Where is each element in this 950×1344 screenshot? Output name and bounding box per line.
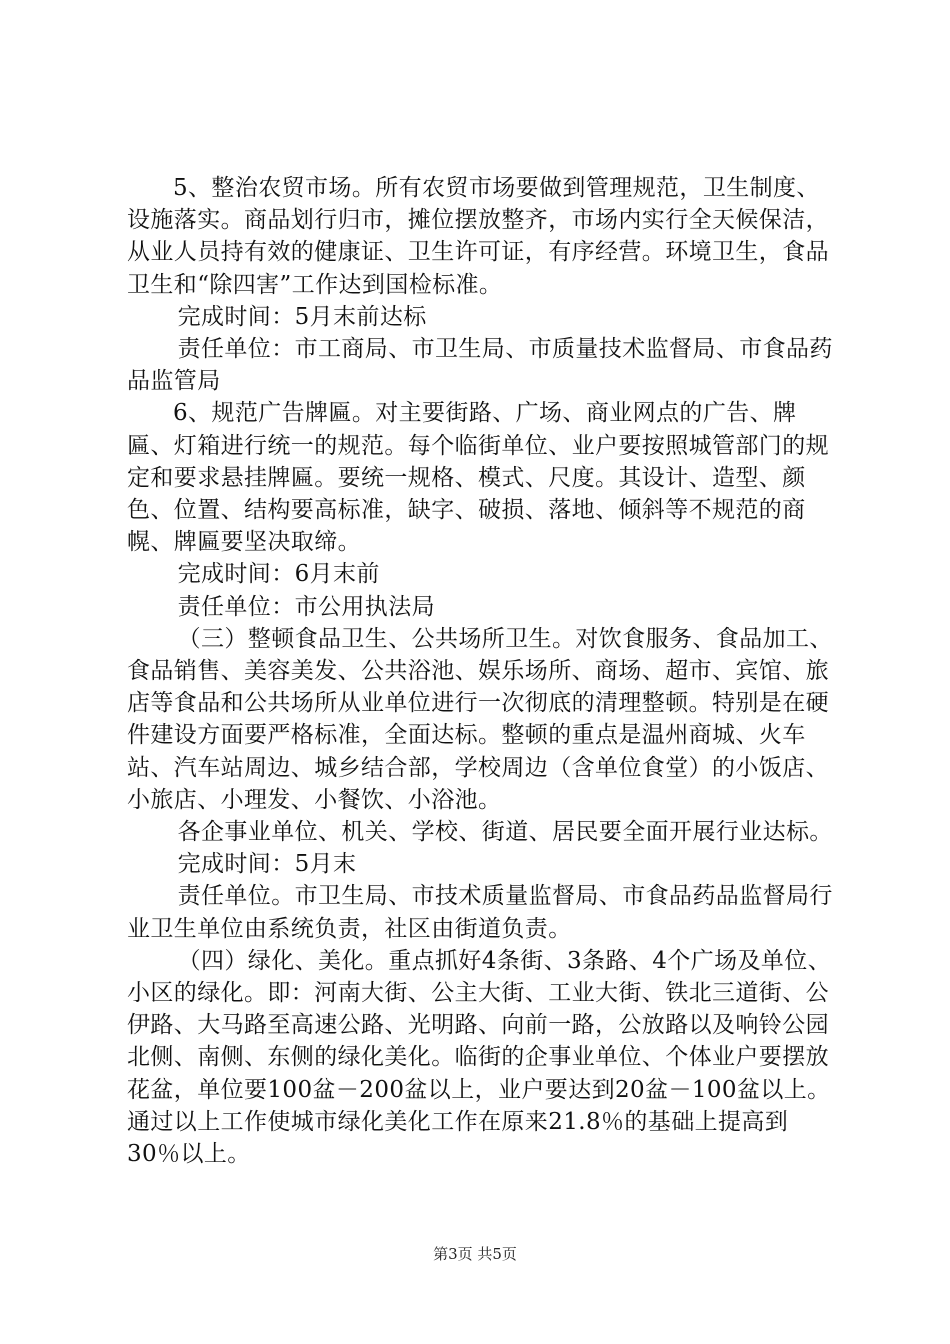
completion-time-5: 完成时间：5月末前达标 xyxy=(177,303,427,330)
section-four: （四）绿化、美化。重点抓好4条街、3条路、4个广场及单位、小区的绿化。即：河南大街、公主大街、工业大街、铁北三道街、公伊路、大马路至高速公路、光明路、向前一路，公放路以及响铃公园北侧、南侧、东侧的绿化美化。临街的企事业单位、个体业户要摆放花盆，单位要100盆－200盆以上，业户要达到20盆－100盆以上。通过以上工作使城市绿化美化工作在原来21.8％的基础上提高到30％以上。 xyxy=(127,947,832,1168)
document-body xyxy=(127,172,835,1170)
section-three: （三）整顿食品卫生、公共场所卫生。对饮食服务、食品加工、食品销售、美容美发、公共浴池、娱乐场所、商场、超市、宾馆、旅店等食品和公共场所从业单位进行一次彻底的清理整顿。特别是在硬件建设方面要严格标准，全面达标。整顿的重点是温州商城、火车站、汽车站周边、城乡结合部，学校周边（含单位食堂）的小饭店、小旅店、小理发、小餐饮、小浴池。 xyxy=(127,625,833,813)
responsible-unit-5: 责任单位：市工商局、市卫生局、市质量技术监督局、市食品药品监管局 xyxy=(127,336,833,395)
responsible-unit-three: 责任单位。市卫生局、市技术质量监督局、市食品药品监督局行业卫生单位由系统负责，社区由街道负责。 xyxy=(127,883,833,942)
completion-time-6: 完成时间：6月末前 xyxy=(177,561,380,588)
paragraph-item-6: 6、规范广告牌匾。对主要街路、广场、商业网点的广告、牌匾、灯箱进行统一的规范。每个临街单位、业户要按照城管部门的规定和要求悬挂牌匾。要统一规格、模式、尺度。其设计、造型、颜色、位置、结构要高标准，缺字、破损、落地、倾斜等不规范的商幌、牌匾要坚决取缔。 xyxy=(127,400,829,556)
completion-time-three: 完成时间：5月末 xyxy=(177,851,357,878)
paragraph-item-5: 5、整治农贸市场。所有农贸市场要做到管理规范，卫生制度、设施落实。商品划行归市，摊位摆放整齐，市场内实行全天候保洁，从业人员持有效的健康证、卫生许可证，有序经营。环境卫生，食品卫生和“除四害”工作达到国检标准。 xyxy=(127,175,829,298)
paragraph-all-units: 各企事业单位、机关、学校、街道、居民要全面开展行业达标。 xyxy=(177,819,833,846)
page-footer: 第3页 共5页 xyxy=(433,1245,517,1263)
responsible-unit-6: 责任单位：市公用执法局 xyxy=(177,593,435,620)
